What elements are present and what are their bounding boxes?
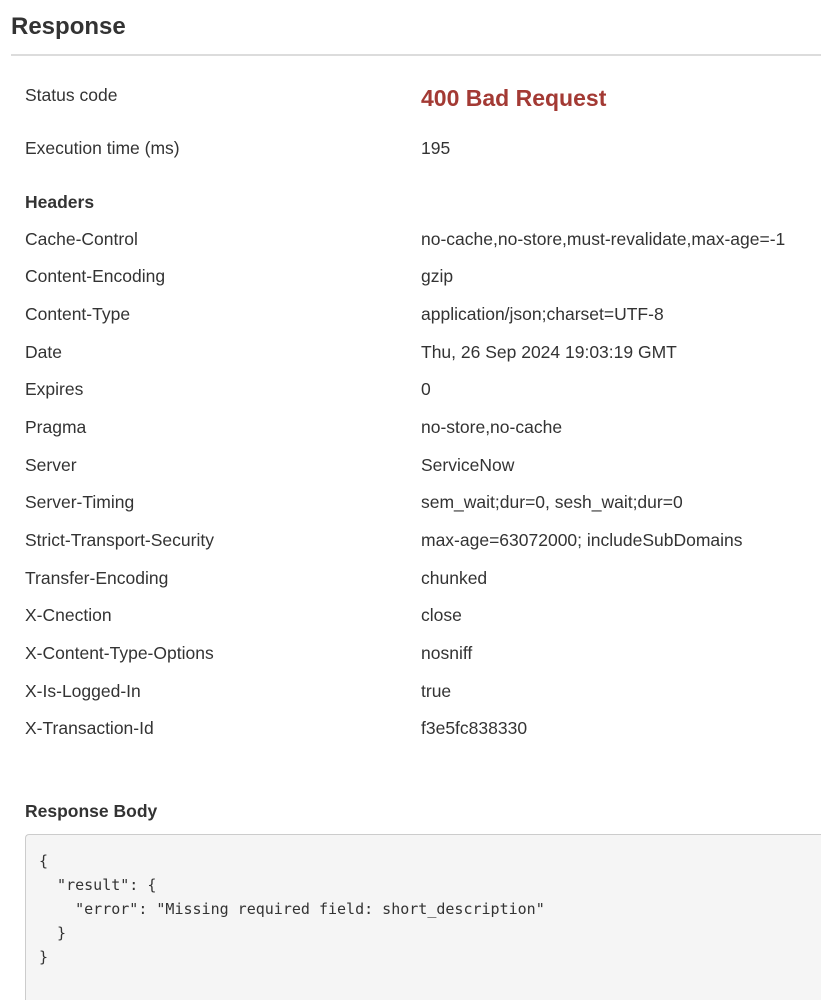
header-name: Content-Type (25, 304, 131, 324)
header-name: X-Transaction-Id (25, 718, 154, 738)
header-value: application/json;charset=UTF-8 (421, 304, 664, 324)
execution-time-label: Execution time (ms) (25, 138, 180, 158)
header-value: no-cache,no-store,must-revalidate,max-age=-1 (421, 229, 786, 249)
header-row (25, 264, 821, 288)
status-code-label: Status code (25, 85, 118, 105)
header-value: true (421, 681, 452, 701)
header-name: Date (25, 342, 62, 362)
header-row (25, 340, 821, 364)
header-value: max-age=63072000; includeSubDomains (421, 530, 743, 550)
response-body-heading: Response Body (25, 801, 158, 821)
header-name: Strict-Transport-Security (25, 530, 214, 550)
header-name: Server (25, 455, 77, 475)
status-code-row (25, 83, 821, 111)
header-row (25, 641, 821, 665)
headers-heading: Headers (25, 192, 95, 212)
execution-time-value: 195 (421, 138, 451, 158)
header-row (25, 528, 821, 552)
header-name: Pragma (25, 417, 87, 437)
status-code-value: 400 Bad Request (421, 85, 607, 111)
header-name: X-Is-Logged-In (25, 681, 141, 701)
execution-time-row (25, 136, 821, 160)
header-value: sem_wait;dur=0, sesh_wait;dur=0 (421, 492, 683, 512)
header-row (25, 679, 821, 703)
header-row (25, 377, 821, 401)
header-name: X-Cnection (25, 605, 112, 625)
header-value: Thu, 26 Sep 2024 19:03:19 GMT (421, 342, 677, 362)
header-value: close (421, 605, 462, 625)
header-row (25, 415, 821, 439)
header-name: Cache-Control (25, 229, 138, 249)
header-value: gzip (421, 266, 454, 286)
header-name: Content-Encoding (25, 266, 166, 286)
header-row (25, 716, 821, 740)
header-name: Server-Timing (25, 492, 135, 512)
header-row (25, 490, 821, 514)
header-row (25, 566, 821, 590)
header-row (25, 603, 821, 627)
header-value: chunked (421, 568, 488, 588)
header-name: X-Content-Type-Options (25, 643, 214, 663)
header-value: f3e5fc838330 (421, 718, 528, 738)
header-name: Expires (25, 379, 84, 399)
header-name: Transfer-Encoding (25, 568, 169, 588)
response-body-code: { "result": { "error": "Missing required field: short_description" } } (39, 852, 545, 966)
header-row (25, 227, 821, 251)
header-value: 0 (421, 379, 431, 399)
header-value: nosniff (421, 643, 473, 663)
header-value: ServiceNow (421, 455, 515, 475)
header-row (25, 302, 821, 326)
header-row (25, 453, 821, 477)
response-body-code-block[interactable] (25, 834, 821, 1000)
header-value: no-store,no-cache (421, 417, 563, 437)
page-title: Response (11, 13, 126, 40)
title-divider (11, 54, 821, 56)
